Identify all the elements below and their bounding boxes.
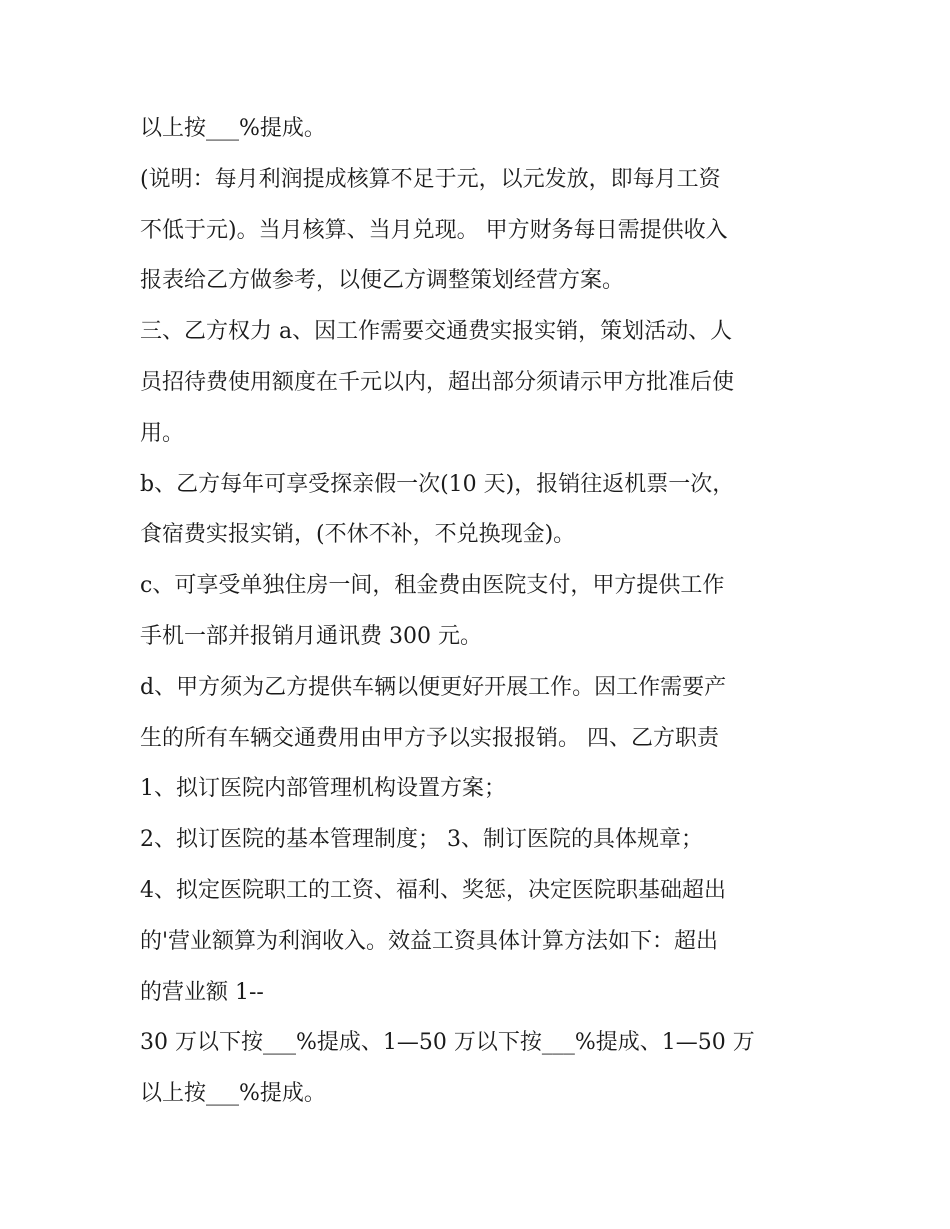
text-line: b、乙方每年可享受探亲假一次(10 天)，报销往返机票一次， — [140, 471, 735, 497]
text-line: 不低于元)。当月核算、当月兑现。 甲方财务每日需提供收入 — [140, 217, 728, 243]
text-line: d、甲方须为乙方提供车辆以便更好开展工作。因工作需要产 — [140, 674, 727, 700]
text-line: 以上按___%提成。 — [140, 116, 326, 141]
text-line: 的营业额 1-- — [140, 979, 264, 1005]
text-line: (说明：每月利润提成核算不足于元，以元发放，即每月工资 — [140, 166, 721, 192]
text-line: 食宿费实报实销，(不休不补，不兑换现金)。 — [140, 522, 576, 548]
text-line: 报表给乙方做参考，以便乙方调整策划经营方案。 — [140, 268, 625, 294]
text-line: 用。 — [140, 420, 185, 446]
text-line: 1、拟订医院内部管理机构设置方案； — [140, 776, 506, 802]
text-line: c、可享受单独住房一间，租金费由医院支付，甲方提供工作 — [140, 573, 725, 599]
text-line: 手机一部并报销月通讯费 300 元。 — [140, 623, 482, 649]
text-line: 员招待费使用额度在千元以内，超出部分须请示甲方批准后使 — [140, 369, 735, 395]
text-line: 30 万以下按___%提成、1—50 万以下按___%提成、1—50 万 — [140, 1030, 755, 1056]
text-line: 4、拟定医院职工的工资、福利、奖惩，决定医院职基础超出 — [140, 877, 726, 903]
document-body — [140, 104, 830, 1120]
text-line: 生的所有车辆交通费用由甲方予以实报报销。 四、乙方职责 — [140, 725, 719, 751]
text-line: 以上按___%提成。 — [140, 1081, 326, 1107]
text-line: 的'营业额算为利润收入。效益工资具体计算方法如下：超出 — [140, 928, 719, 954]
text-line: 2、拟订医院的基本管理制度； 3、制订医院的具体规章； — [140, 827, 703, 853]
text-line: 三、乙方权力 a、因工作需要交通费实报实销，策划活动、人 — [140, 319, 733, 345]
